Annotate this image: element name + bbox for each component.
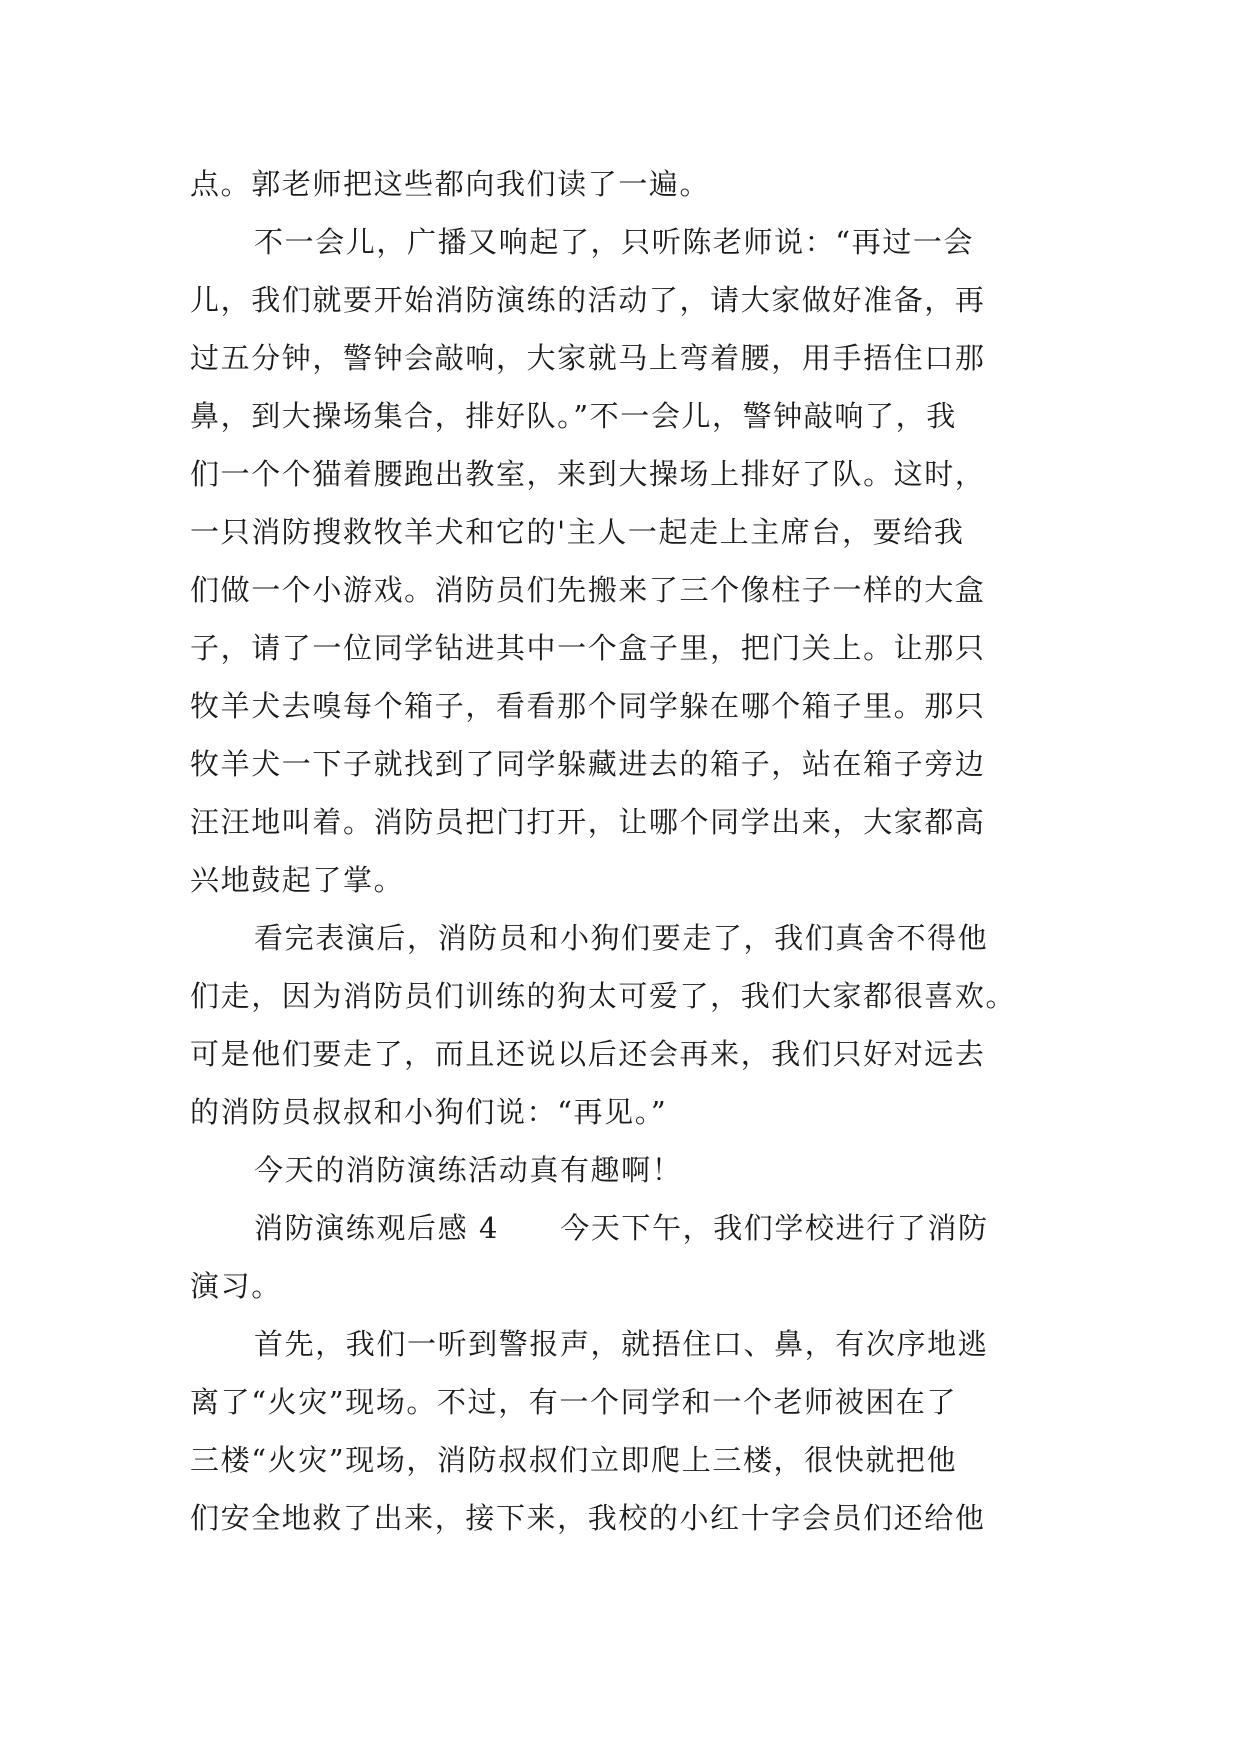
text-line: 子，请了一位同学钻进其中一个盒子里，把门关上。让那只: [190, 631, 986, 665]
text-line: 可是他们要走了，而且还说以后还会再来，我们只好对远去: [190, 1037, 986, 1071]
text-line: 演习。: [190, 1269, 282, 1303]
text-line: 们一个个猫着腰跑出教室，来到大操场上排好了队。这时，: [190, 457, 986, 491]
text-line: 点。郭老师把这些都向我们读了一遍。: [190, 167, 711, 201]
text-line: 兴地鼓起了掌。: [190, 863, 405, 897]
document-page: [190, 155, 1050, 1547]
text-line: 过五分钟，警钟会敲响，大家就马上弯着腰，用手捂住口那: [190, 341, 986, 375]
text-line: 今天的消防演练活动真有趣啊！: [254, 1153, 683, 1187]
text-line: 三楼“火灾”现场，消防叔叔们立即爬上三楼，很快就把他: [190, 1443, 958, 1477]
text-line: 牧羊犬去嗅每个箱子，看看那个同学躲在哪个箱子里。那只: [190, 689, 986, 723]
text-line: 看完表演后，消防员和小狗们要走了，我们真舍不得他: [254, 921, 989, 955]
text-line: 不一会儿，广播又响起了，只听陈老师说：“再过一会: [254, 225, 975, 259]
text-line: 们走，因为消防员们训练的狗太可爱了，我们大家都很喜欢。: [190, 979, 1017, 1013]
text-line: 鼻，到大操场集合，排好队。”不一会儿，警钟敲响了，我: [190, 399, 957, 433]
text-line: 的消防员叔叔和小狗们说：“再见。”: [190, 1095, 668, 1129]
text-line: 一只消防搜救牧羊犬和它的'主人一起走上主席台，要给我: [190, 515, 965, 549]
text-line: 儿，我们就要开始消防演练的活动了，请大家做好准备，再: [190, 283, 986, 317]
text-line: 汪汪地叫着。消防员把门打开，让哪个同学出来，大家都高: [190, 805, 986, 839]
text-line: 消防演练观后感 4 今天下午，我们学校进行了消防: [254, 1211, 989, 1245]
text-line: 们做一个小游戏。消防员们先搬来了三个像柱子一样的大盒: [190, 573, 986, 607]
text-line: 离了“火灾”现场。不过，有一个同学和一个老师被困在了: [190, 1385, 958, 1419]
text-line: 们安全地救了出来，接下来，我校的小红十字会员们还给他: [190, 1501, 986, 1535]
document-body: [190, 155, 1050, 1547]
text-line: 首先，我们一听到警报声，就捂住口、鼻，有次序地逃: [254, 1327, 989, 1361]
text-line: 牧羊犬一下子就找到了同学躲藏进去的箱子，站在箱子旁边: [190, 747, 986, 781]
